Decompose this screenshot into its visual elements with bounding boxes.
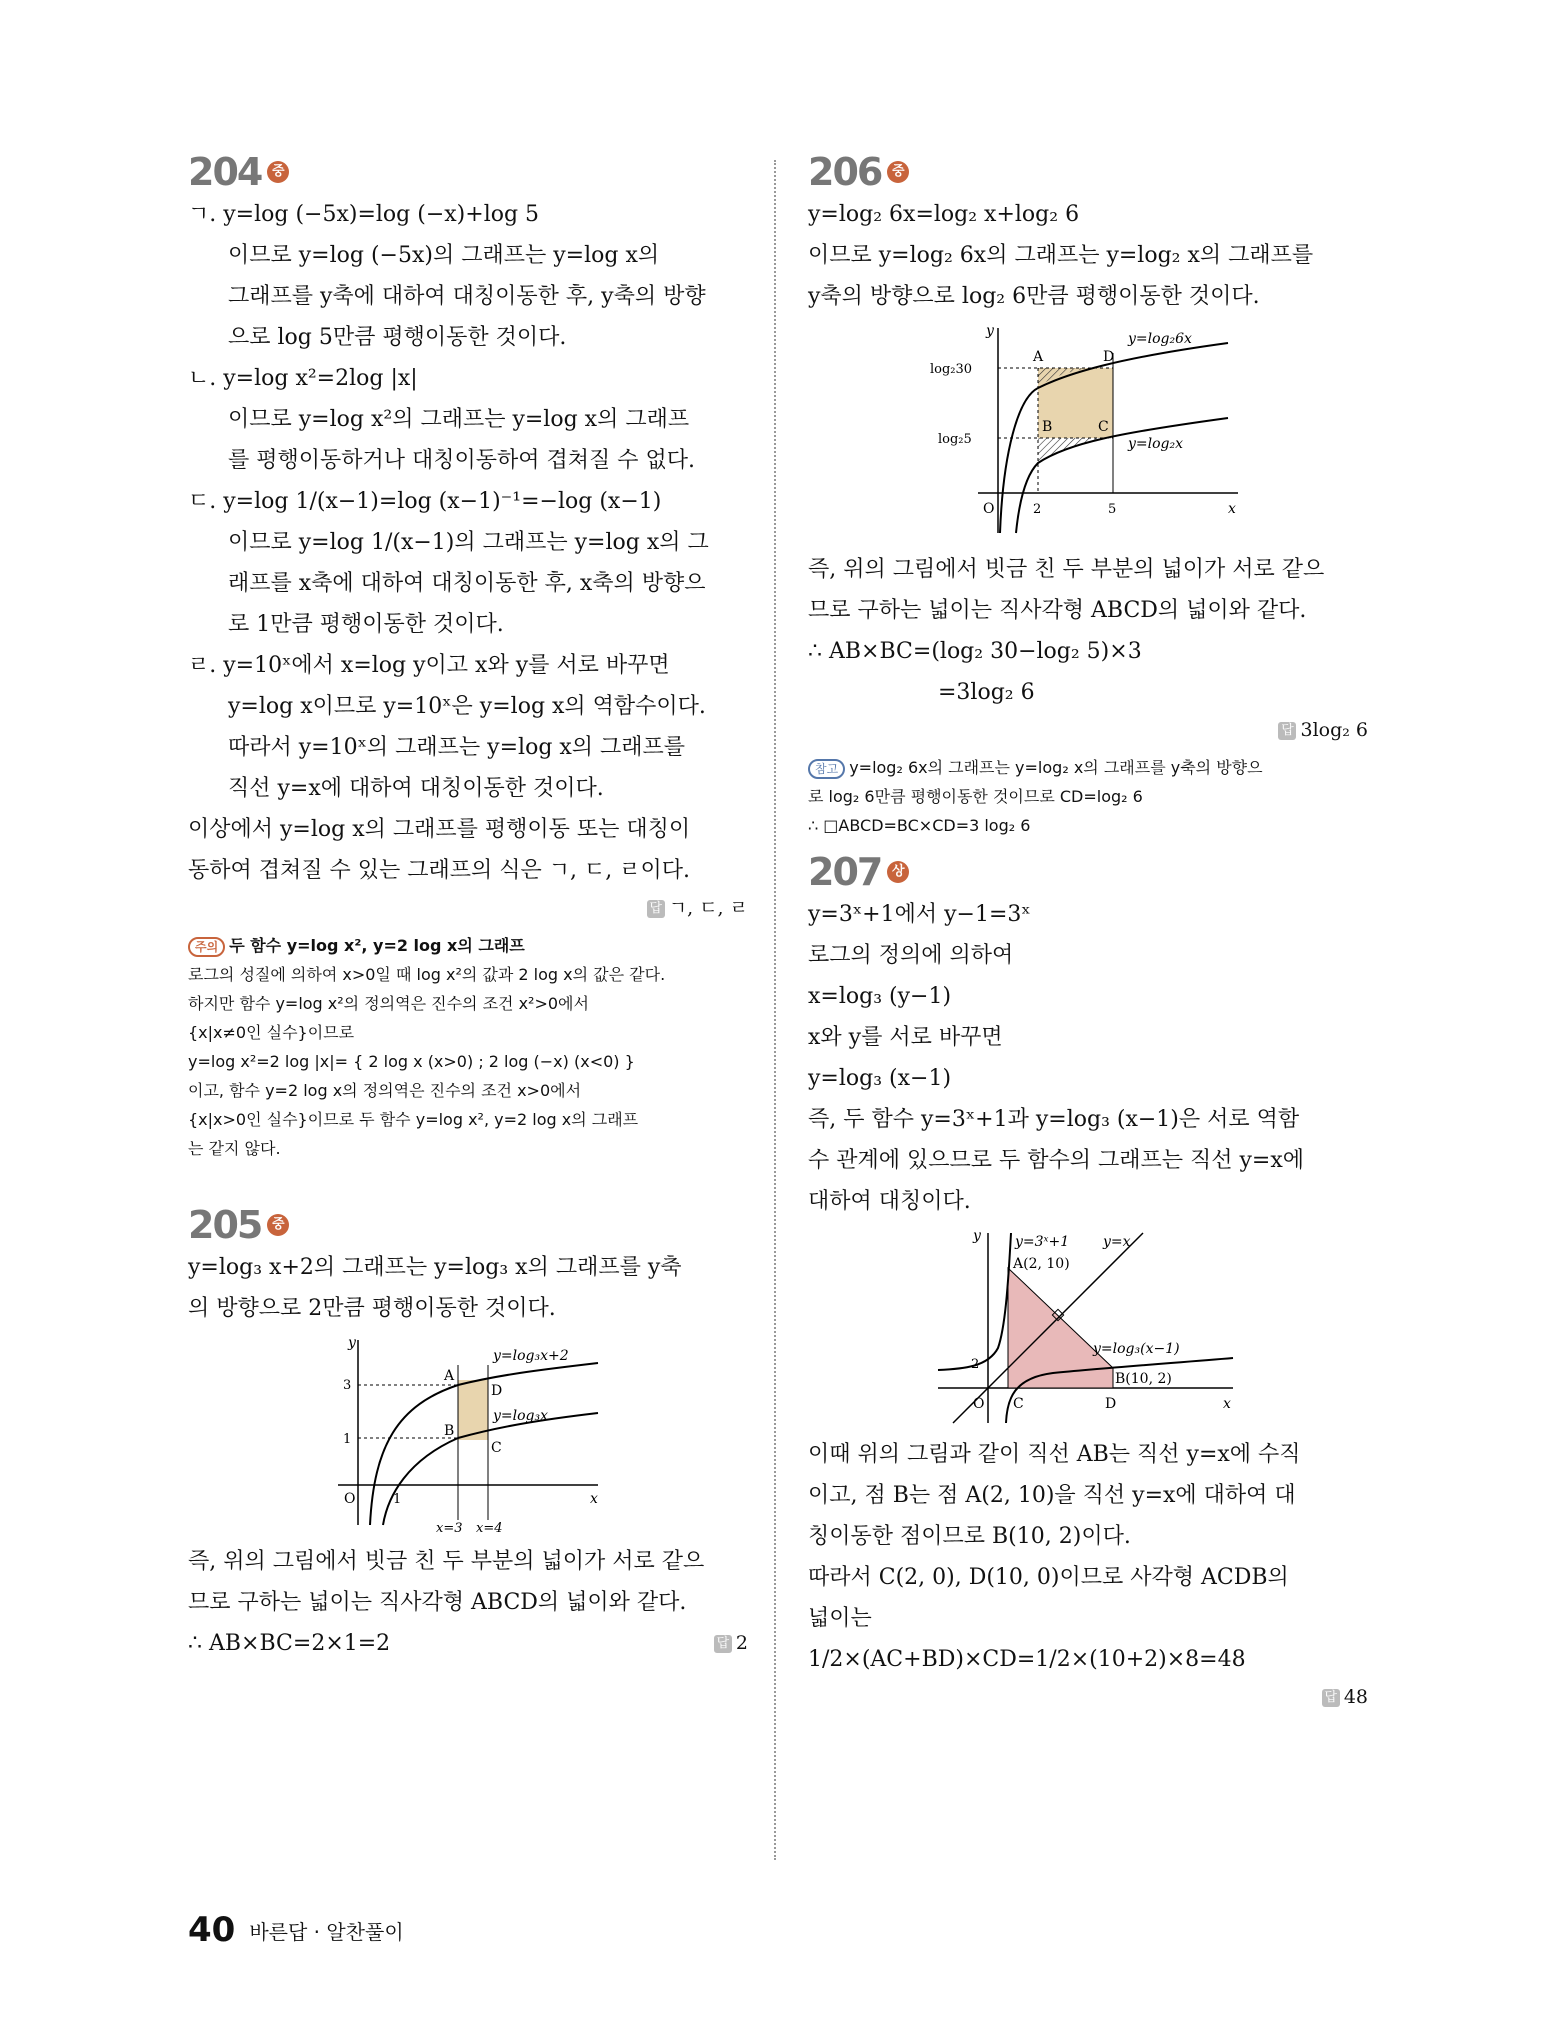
note-title: 두 함수 y=log x², y=2 log x의 그래프 <box>229 936 525 955</box>
solution-line: 므로 구하는 넓이는 직사각형 ABCD의 넓이와 같다. <box>808 598 1307 623</box>
x-axis-label: x <box>590 1491 598 1507</box>
problem-207-number <box>808 850 1368 894</box>
answer-badge: 답 <box>1278 722 1296 740</box>
tick-label: 1 <box>393 1492 402 1507</box>
solution-line: y=log x이므로 y=10ˣ은 y=log x의 역함수이다. <box>228 694 706 719</box>
page-number: 40 <box>188 1910 236 1950</box>
note-line: {x|x>0인 실수}이므로 두 함수 y=log x², y=2 log x의 그래프 <box>188 1110 639 1129</box>
tick-label: 3 <box>343 1378 352 1393</box>
solution-line: 의 방향으로 2만큼 평행이동한 것이다. <box>188 1296 556 1321</box>
difficulty-badge: 중 <box>267 1214 289 1236</box>
problem-206-number <box>808 150 1368 194</box>
solution-line: 따라서 y=10ˣ의 그래프는 y=log x의 그래프를 <box>228 735 686 760</box>
curve-label: y=log₂6x <box>1128 331 1192 347</box>
hatched-region <box>1038 438 1113 463</box>
point-label: A <box>444 1368 455 1384</box>
solution-line: 래프를 x축에 대하여 대칭이동한 후, x축의 방향으 <box>228 571 706 596</box>
solution-line: 를 평행이동하거나 대칭이동하여 겹쳐질 수 없다. <box>228 448 696 473</box>
solution-line: 즉, 위의 그림에서 빗금 친 두 부분의 넓이가 서로 같으 <box>188 1549 705 1574</box>
problem-number: 204 <box>188 150 262 194</box>
y-axis-label: y <box>973 1228 981 1244</box>
reference-note <box>808 753 1368 840</box>
solution-line: ㄹ. y=10ˣ에서 x=log y이고 x와 y를 서로 바꾸면 <box>188 653 670 678</box>
graph-205 <box>328 1335 608 1535</box>
solution-line: 따라서 C(2, 0), D(10, 0)이므로 사각형 ACDB의 <box>808 1565 1289 1590</box>
solution-line: x와 y를 서로 바꾸면 <box>808 1025 1003 1050</box>
solution-line: 동하여 겹쳐질 수 있는 그래프의 식은 ㄱ, ㄷ, ㄹ이다. <box>188 858 690 883</box>
problem-205-number <box>188 1203 748 1247</box>
reference-tag: 참고 <box>808 759 845 779</box>
answer <box>714 1623 748 1664</box>
x-mark-label: x=3 <box>436 1521 463 1535</box>
solution-line: 므로 구하는 넓이는 직사각형 ABCD의 넓이와 같다. <box>188 1590 687 1615</box>
x-axis-label: x <box>1223 1396 1231 1412</box>
left-column <box>188 150 748 1664</box>
answer-value: 2 <box>735 1632 748 1654</box>
solution-line: x=log₃ (y−1) <box>808 984 952 1009</box>
solution-line: 직선 y=x에 대하여 대칭이동한 것이다. <box>228 776 604 801</box>
solution-line: 이상에서 y=log x의 그래프를 평행이동 또는 대칭이 <box>188 817 691 842</box>
tick-label: 5 <box>1108 502 1117 517</box>
answer <box>188 891 748 925</box>
point-label: B(10, 2) <box>1115 1371 1172 1387</box>
solution-line: 넓이는 <box>808 1606 872 1631</box>
note-line: 는 같지 않다. <box>188 1139 281 1158</box>
quadrilateral-acdb <box>1008 1268 1113 1388</box>
x-mark-label: x=4 <box>476 1521 503 1535</box>
solution-line: 그래프를 y축에 대하여 대칭이동한 후, y축의 방향 <box>228 284 706 309</box>
difficulty-badge: 중 <box>267 161 289 183</box>
answer <box>808 713 1368 747</box>
point-label: C <box>1098 419 1109 435</box>
answer-badge: 답 <box>714 1635 732 1653</box>
solution-line: 대하여 대칭이다. <box>808 1189 971 1214</box>
point-label: C <box>491 1440 502 1456</box>
point-label: B <box>444 1423 455 1439</box>
tick-label: log₂30 <box>930 362 973 377</box>
graph-206 <box>928 323 1248 543</box>
tick-label: 1 <box>343 1432 352 1447</box>
point-label: D <box>1103 349 1115 365</box>
solution-line: y축의 방향으로 log₂ 6만큼 평행이동한 것이다. <box>808 284 1260 309</box>
point-label: A <box>1033 349 1044 365</box>
problem-number: 205 <box>188 1203 262 1247</box>
point-label: D <box>491 1383 503 1399</box>
answer-value: 3log₂ 6 <box>1300 719 1368 741</box>
answer <box>808 1680 1368 1714</box>
y-axis-label: y <box>348 1335 356 1351</box>
solution-line: ∴ AB×BC=(log₂ 30−log₂ 5)×3 <box>808 639 1142 664</box>
note-line: y=log₂ 6x의 그래프는 y=log₂ x의 그래프를 y축의 방향으 <box>849 758 1263 777</box>
answer-value: ㄱ, ㄷ, ㄹ <box>668 897 748 919</box>
solution-line: y=3ˣ+1에서 y−1=3ˣ <box>808 902 1031 927</box>
solution-line: 으로 log 5만큼 평행이동한 것이다. <box>228 325 567 350</box>
page-footer <box>188 1910 404 1950</box>
curve-label: y=log₂x <box>1128 436 1184 452</box>
solution-line: 이므로 y=log 1/(x−1)의 그래프는 y=log x의 그 <box>228 530 709 555</box>
point-label: C <box>1013 1396 1024 1412</box>
book-title: 바른답 · 알찬풀이 <box>249 1919 404 1944</box>
y-axis-label: y <box>986 323 994 339</box>
graph-207 <box>933 1228 1243 1428</box>
caution-note <box>188 931 748 1163</box>
solution-line: 즉, 위의 그림에서 빗금 친 두 부분의 넓이가 서로 같으 <box>808 557 1325 582</box>
point-label: D <box>1105 1396 1117 1412</box>
note-line: {x|x≠0인 실수}이므로 <box>188 1023 355 1042</box>
column-divider <box>774 160 776 1860</box>
tick-label: 2 <box>971 1357 980 1372</box>
problem-number: 207 <box>808 850 882 894</box>
x-axis-label: x <box>1228 501 1236 517</box>
solution-line: =3log₂ 6 <box>938 680 1035 705</box>
difficulty-badge: 상 <box>887 861 909 883</box>
problem-number: 206 <box>808 150 882 194</box>
solution-line: 이때 위의 그림과 같이 직선 AB는 직선 y=x에 수직 <box>808 1442 1301 1467</box>
note-line: y=log x²=2 log |x|= { 2 log x (x>0) ; 2 log (−x) (x<0) } <box>188 1052 635 1071</box>
solution-line: ㄷ. y=log 1/(x−1)=log (x−1)⁻¹=−log (x−1) <box>188 489 662 514</box>
answer-value: 48 <box>1343 1686 1368 1708</box>
note-line: 이고, 함수 y=2 log x의 정의역은 진수의 조건 x>0에서 <box>188 1081 582 1100</box>
solution-line: ㄴ. y=log x²=2log |x| <box>188 366 418 391</box>
curve-label: y=3ˣ+1 <box>1015 1234 1070 1250</box>
answer-badge: 답 <box>647 900 665 918</box>
caution-tag: 주의 <box>188 937 225 957</box>
solution-line: y=log₂ 6x=log₂ x+log₂ 6 <box>808 202 1080 227</box>
solution-line: 1/2×(AC+BD)×CD=1/2×(10+2)×8=48 <box>808 1647 1246 1672</box>
problem-204-number <box>188 150 748 194</box>
curve-label: y=log₃x <box>493 1408 549 1424</box>
curve-label: y=log₃(x−1) <box>1093 1341 1180 1357</box>
difficulty-badge: 중 <box>887 161 909 183</box>
line-label: y=x <box>1103 1234 1131 1250</box>
solution-line: 이므로 y=log x²의 그래프는 y=log x의 그래프 <box>228 407 690 432</box>
solution-line: 이므로 y=log (−5x)의 그래프는 y=log x의 <box>228 243 660 268</box>
solution-line: y=log₃ x+2의 그래프는 y=log₃ x의 그래프를 y축 <box>188 1255 682 1280</box>
solution-line: 즉, 두 함수 y=3ˣ+1과 y=log₃ (x−1)은 서로 역함 <box>808 1107 1300 1132</box>
tick-label: log₂5 <box>938 432 972 447</box>
solution-line: ∴ AB×BC=2×1=2 <box>188 1631 391 1656</box>
tick-label: 2 <box>1033 502 1042 517</box>
answer-badge: 답 <box>1322 1689 1340 1707</box>
problem-204-solution <box>188 194 748 925</box>
solution-line: 칭이동한 점이므로 B(10, 2)이다. <box>808 1524 1131 1549</box>
curve-label: y=log₃x+2 <box>493 1348 569 1364</box>
solution-line: 이고, 점 B는 점 A(2, 10)을 직선 y=x에 대하여 대 <box>808 1483 1296 1508</box>
solution-line: 이므로 y=log₂ 6x의 그래프는 y=log₂ x의 그래프를 <box>808 243 1314 268</box>
origin-label: O <box>983 501 995 517</box>
origin-label: O <box>344 1491 356 1507</box>
note-line: ∴ □ABCD=BC×CD=3 log₂ 6 <box>808 816 1031 835</box>
solution-line: y=log₃ (x−1) <box>808 1066 952 1091</box>
right-column <box>808 150 1368 1714</box>
note-line: 하지만 함수 y=log x²의 정의역은 진수의 조건 x²>0에서 <box>188 994 589 1013</box>
solution-line: ㄱ. y=log (−5x)=log (−x)+log 5 <box>188 202 540 227</box>
point-label: A(2, 10) <box>1013 1256 1070 1272</box>
note-line: 로 log₂ 6만큼 평행이동한 것이므로 CD=log₂ 6 <box>808 787 1143 806</box>
solution-line: 로 1만큼 평행이동한 것이다. <box>228 612 504 637</box>
solution-line: 수 관계에 있으므로 두 함수의 그래프는 직선 y=x에 <box>808 1148 1305 1173</box>
origin-label: O <box>973 1396 985 1412</box>
point-label: B <box>1042 419 1053 435</box>
note-line: 로그의 성질에 의하여 x>0일 때 log x²의 값과 2 log x의 값은 같다. <box>188 965 666 984</box>
solution-line: 로그의 정의에 의하여 <box>808 943 1014 968</box>
